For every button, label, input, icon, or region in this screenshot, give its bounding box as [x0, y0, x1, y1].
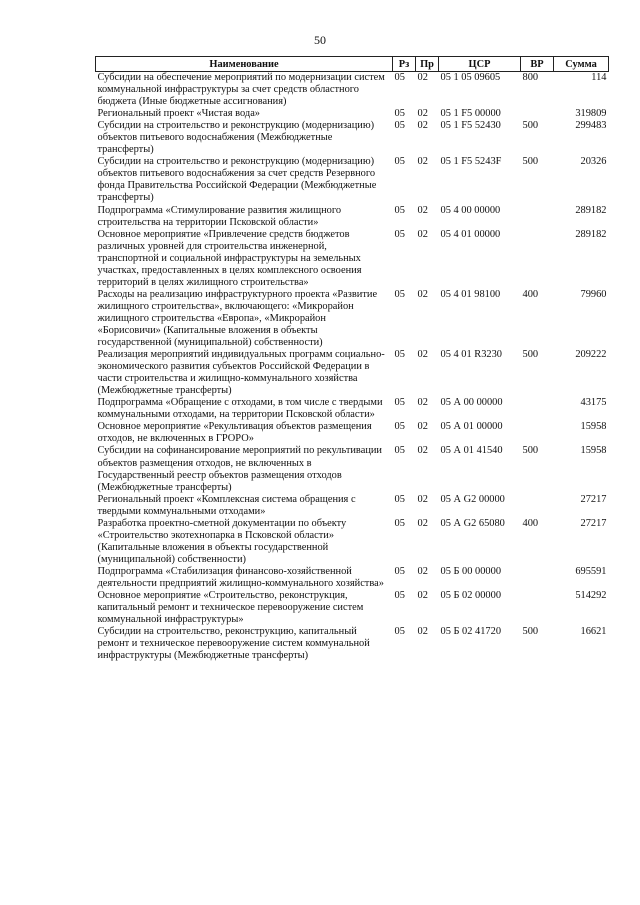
- header-sum: Сумма: [554, 57, 609, 72]
- cell-sum: 79960: [580, 288, 607, 300]
- cell-csr: 05 1 F5 00000: [440, 108, 501, 120]
- cell-sum: 319809: [575, 108, 607, 120]
- cell-vr: [521, 494, 554, 518]
- cell-pr: 02: [417, 493, 428, 505]
- table-row: [96, 518, 609, 566]
- cell-rz: 05: [394, 493, 405, 505]
- cell-sum: 27217: [580, 517, 607, 529]
- table-row: [96, 626, 609, 662]
- cell-pr: 02: [417, 445, 428, 457]
- cell-csr: 05 4 00 00000: [440, 204, 501, 216]
- cell-rz: 05: [394, 349, 405, 361]
- cell-rz: 05: [394, 565, 405, 577]
- cell-rz: 05: [394, 108, 405, 120]
- cell-sum: 299483: [575, 120, 607, 132]
- cell-vr: [521, 205, 554, 229]
- page-number: 50: [314, 33, 326, 47]
- cell-csr: 05 1 05 09605: [440, 72, 501, 83]
- cell-vr: 400: [522, 517, 539, 529]
- cell-rz: 05: [394, 72, 405, 83]
- cell-sum: 289182: [575, 228, 607, 240]
- cell-name: Субсидии на софинансирование мероприятий по рекультивации объектов размещения отходов, не включенных в Государственный реестр объектов размещения отходов (Межбюджетные трансферты): [97, 445, 382, 493]
- cell-sum: 514292: [575, 590, 607, 602]
- cell-csr: 05 1 F5 52430: [440, 120, 501, 132]
- cell-pr: 02: [417, 626, 428, 638]
- cell-pr: 02: [417, 288, 428, 300]
- cell-vr: 500: [522, 349, 539, 361]
- cell-name: Подпрограмма «Обращение с отходами, в том числе с твердыми коммунальными отходами, на территории Псковской области»: [97, 397, 383, 421]
- table-row: [96, 108, 609, 120]
- cell-sum: 16621: [580, 626, 607, 638]
- cell-csr: 05 1 F5 5243F: [440, 156, 502, 168]
- cell-name: Расходы на реализацию инфраструктурного проекта «Развитие жилищного строительства», включающего: «Микрорайон жилищного строительства «Европа», «Микрорайон «Борисовичи» (Капитальные вложения в объекты государственной (муниципальной) собственности): [97, 288, 378, 349]
- cell-rz: 05: [394, 288, 405, 300]
- table-row: [96, 120, 609, 156]
- table-row: [96, 421, 609, 445]
- cell-sum: 289182: [575, 204, 607, 216]
- cell-rz: 05: [394, 397, 405, 409]
- header-pr: Пр: [416, 57, 439, 72]
- cell-name: Региональный проект «Чистая вода»: [97, 108, 261, 120]
- cell-vr: 500: [522, 120, 539, 132]
- cell-vr: [521, 590, 554, 626]
- cell-pr: 02: [417, 590, 428, 602]
- cell-vr: 500: [522, 445, 539, 457]
- cell-vr: 500: [522, 626, 539, 638]
- cell-pr: 02: [417, 108, 428, 120]
- cell-sum: 15958: [580, 445, 607, 457]
- cell-pr: 02: [417, 349, 428, 361]
- cell-name: Субсидии на строительство и реконструкцию (модернизацию) объектов питьевого водоснабжения (Межбюджетные трансферты): [97, 120, 375, 156]
- cell-rz: 05: [394, 204, 405, 216]
- cell-sum: 20326: [580, 156, 607, 168]
- cell-name: Разработка проектно-сметной документации по объекту «Строительство экотехнопарка в Псковской области» (Капитальные вложения в объекты государственной (муниципальной) собственности): [97, 517, 347, 565]
- cell-vr: 800: [522, 72, 539, 83]
- cell-name: Основное мероприятие «Привлечение средств бюджетов различных уровней для строительства инженерной, транспортной и социальной инфраструктуры на земельных участках, предоставленных в целях комплексного освоения территорий в целях жилищного строительства»: [97, 228, 362, 288]
- table-row: [96, 72, 609, 109]
- table-row: [96, 229, 609, 289]
- cell-csr: 05 4 01 98100: [440, 288, 501, 300]
- cell-name: Субсидии на обеспечение мероприятий по модернизации систем коммунальной инфраструктуры за счет средств областного бюджета (Иные бюджетные ассигнования): [97, 72, 385, 108]
- table-row: [96, 566, 609, 590]
- cell-rz: 05: [394, 228, 405, 240]
- cell-csr: 05 Б 00 00000: [440, 565, 502, 577]
- cell-csr: 05 4 01 00000: [440, 228, 501, 240]
- table-row: [96, 349, 609, 397]
- cell-csr: 05 А G2 00000: [440, 493, 505, 505]
- cell-name: Субсидии на строительство, реконструкцию, капитальный ремонт и техническое перевооружение систем коммунальной инфраструктуры (Межбюджетные трансферты): [97, 626, 370, 662]
- cell-vr: [521, 397, 554, 421]
- cell-rz: 05: [394, 421, 405, 433]
- cell-pr: 02: [417, 517, 428, 529]
- cell-rz: 05: [394, 445, 405, 457]
- cell-rz: 05: [394, 120, 405, 132]
- cell-pr: 02: [417, 120, 428, 132]
- cell-name: Основное мероприятие «Рекультивация объектов размещения отходов, не включенных в ГРОРО»: [97, 421, 372, 445]
- budget-table: [95, 56, 609, 662]
- cell-csr: 05 А 01 41540: [440, 445, 503, 457]
- cell-name: Региональный проект «Комплексная система обращения с твердыми коммунальными отходами»: [97, 493, 356, 517]
- header-csr: ЦСР: [439, 57, 521, 72]
- cell-pr: 02: [417, 228, 428, 240]
- cell-vr: [521, 566, 554, 590]
- cell-rz: 05: [394, 517, 405, 529]
- cell-pr: 02: [417, 156, 428, 168]
- header-vr: ВР: [521, 57, 554, 72]
- cell-sum: 15958: [580, 421, 607, 433]
- cell-pr: 02: [417, 72, 428, 83]
- table-body: [96, 72, 609, 663]
- cell-vr: [521, 229, 554, 289]
- table-row: [96, 156, 609, 204]
- cell-name: Подпрограмма «Стимулирование развития жилищного строительства на территории Псковской области»: [97, 204, 342, 228]
- cell-vr: 500: [522, 156, 539, 168]
- cell-csr: 05 А G2 65080: [440, 517, 505, 529]
- header-rz: Рз: [393, 57, 416, 72]
- cell-csr: 05 4 01 R3230: [440, 349, 502, 361]
- cell-name: Субсидии на строительство и реконструкцию (модернизацию) объектов питьевого водоснабжения за счет средств Резервного фонда Правительства Российской Федерации (Межбюджетные трансферты): [97, 156, 377, 204]
- cell-csr: 05 А 01 00000: [440, 421, 503, 433]
- cell-sum: 695591: [575, 565, 607, 577]
- cell-rz: 05: [394, 156, 405, 168]
- cell-name: Основное мероприятие «Строительство, реконструкция, капитальный ремонт и техническое перевооружение систем коммунальной инфраструктуры»: [97, 590, 364, 626]
- cell-name: Подпрограмма «Стабилизация финансово-хозяйственной деятельности предприятий жилищно-коммунального хозяйства»: [97, 565, 384, 589]
- cell-pr: 02: [417, 397, 428, 409]
- cell-vr: [521, 421, 554, 445]
- cell-csr: 05 Б 02 41720: [440, 626, 502, 638]
- cell-vr: [521, 108, 554, 120]
- cell-sum: 209222: [575, 349, 607, 361]
- cell-rz: 05: [394, 626, 405, 638]
- table-row: [96, 205, 609, 229]
- cell-pr: 02: [417, 204, 428, 216]
- cell-sum: 43175: [580, 397, 607, 409]
- table-row: [96, 590, 609, 626]
- table-row: [96, 494, 609, 518]
- table-row: [96, 445, 609, 493]
- cell-pr: 02: [417, 421, 428, 433]
- table-header-row: [96, 57, 609, 72]
- cell-sum: 114: [591, 72, 607, 83]
- table-row: [96, 397, 609, 421]
- cell-csr: 05 Б 02 00000: [440, 590, 502, 602]
- cell-pr: 02: [417, 565, 428, 577]
- cell-sum: 27217: [580, 493, 607, 505]
- cell-csr: 05 А 00 00000: [440, 397, 503, 409]
- cell-vr: 400: [522, 288, 539, 300]
- table-row: [96, 289, 609, 349]
- cell-rz: 05: [394, 590, 405, 602]
- cell-name: Реализация мероприятий индивидуальных программ социально-экономического развития субъектов Российской Федерации в части строительства и жилищно-коммунального хозяйства (Межбюджетные трансферты): [97, 349, 385, 397]
- header-name: Наименование: [96, 57, 393, 72]
